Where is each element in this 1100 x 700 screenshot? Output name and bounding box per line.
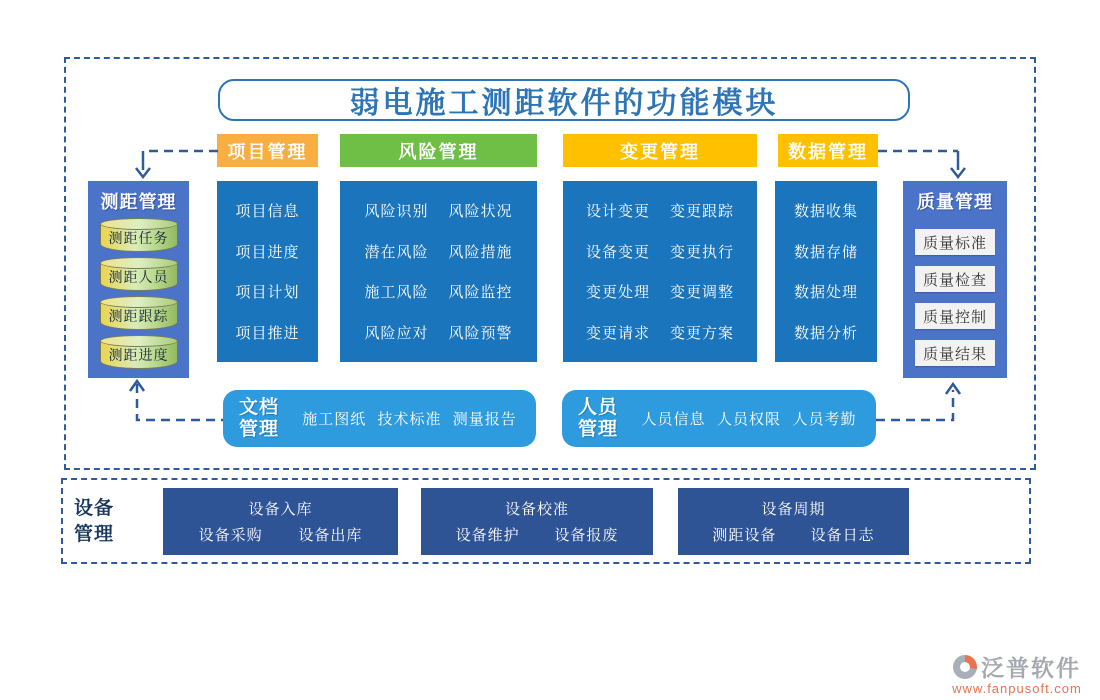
panel-quality-management [903,181,1007,378]
risk-row [340,200,537,221]
people-item: 人员信息 [641,411,706,428]
project-item: 项目进度 [235,243,300,261]
risk-item: 风险识别 [364,203,429,221]
brand-footer [942,650,1092,696]
equipment-item: 设备维护 [455,527,520,545]
people-item: 人员考勤 [792,411,857,428]
brand-row [942,650,1092,683]
change-row [563,241,757,262]
doc-item: 技术标准 [377,411,442,428]
change-row [563,281,757,302]
bar-document-management [223,390,536,447]
change-item: 变更处理 [585,284,650,302]
cylinder-label: 测距跟踪 [108,308,169,324]
risk-item: 风险状况 [448,203,513,221]
quality-item-result: 质量结果 [915,340,995,366]
risk-item: 风险应对 [364,324,429,342]
header-project-management [217,134,318,167]
people-bar-title [562,397,630,440]
change-item: 设备变更 [585,243,650,261]
panel-survey-title: 测距管理 [100,192,177,212]
equipment-section-label [74,496,114,547]
change-item: 变更方案 [670,324,735,342]
change-item: 变更执行 [670,243,735,261]
equipment-item: 设备报废 [554,527,619,545]
cylinder-label: 测距任务 [108,230,169,246]
cylinder-label: 测距人员 [108,269,169,285]
equipment-group-lifecycle [678,488,909,555]
risk-item: 风险监控 [448,284,513,302]
data-item: 数据收集 [793,203,858,221]
doc-item: 施工图纸 [302,411,367,428]
equipment-group-items [678,524,909,545]
doc-bar-title-line2: 管理 [239,418,280,440]
equipment-item: 设备出库 [298,527,363,545]
panel-quality-title: 质量管理 [917,192,993,212]
header-risk-management [340,134,537,167]
change-item: 变更跟踪 [670,203,735,221]
equipment-item: 设备采购 [198,527,263,545]
bar-people-management [562,390,876,447]
doc-item: 测量报告 [452,411,517,428]
header-change-management [563,134,757,167]
project-item: 项目推进 [235,324,300,342]
risk-item: 施工风险 [364,284,429,302]
quality-item-inspection: 质量检查 [915,266,995,292]
data-item: 数据分析 [793,324,858,342]
project-item: 项目计划 [235,284,300,302]
cylinder-label: 测距进度 [108,347,169,363]
header-change-label: 变更管理 [620,141,700,162]
equipment-group-inbound [163,488,398,555]
brand-url: www.fanpusoft.com [952,681,1082,696]
equipment-group-items [163,524,398,545]
risk-row [340,241,537,262]
equipment-group-title: 设备入库 [248,500,313,518]
change-item: 变更调整 [670,284,735,302]
diagram-title [218,79,910,121]
column-risk [340,181,537,362]
change-item: 变更请求 [585,324,650,342]
equipment-group-title: 设备校准 [504,500,569,518]
change-row [563,322,757,343]
column-project [217,181,318,362]
people-item: 人员权限 [717,411,782,428]
brand-name: 泛普软件 [981,655,1081,681]
equipment-item: 设备日志 [810,527,875,545]
equipment-group-calibration [421,488,653,555]
risk-item: 潜在风险 [364,243,429,261]
doc-bar-title [223,397,291,440]
project-item: 项目信息 [235,203,300,221]
change-item: 设计变更 [585,203,650,221]
header-data-management [778,134,878,167]
risk-item: 风险预警 [448,324,513,342]
quality-item-standard: 质量标准 [915,229,995,255]
people-bar-title-line1: 人员 [578,397,619,419]
risk-row [340,281,537,302]
equipment-group-items [421,524,653,545]
cylinder-survey-people [100,257,178,291]
column-change [563,181,757,362]
risk-item: 风险措施 [448,243,513,261]
cylinder-survey-task [100,218,178,252]
doc-bar-items [291,408,536,429]
diagram-title-text: 弱电施工测距软件的功能模块 [349,87,779,120]
panel-survey-management [88,181,189,378]
people-bar-title-line2: 管理 [578,418,619,440]
cylinder-survey-tracking [100,296,178,330]
equipment-label-line1: 设备 [74,498,115,519]
quality-item-control: 质量控制 [915,303,995,329]
column-data [775,181,877,362]
header-data-label: 数据管理 [788,141,868,162]
data-item: 数据存储 [793,243,858,261]
header-project-label: 项目管理 [227,141,308,162]
cylinder-survey-progress [100,335,178,369]
header-risk-label: 风险管理 [398,141,479,162]
people-bar-items [630,408,876,429]
equipment-item: 测距设备 [712,527,777,545]
change-row [563,200,757,221]
equipment-label-line2: 管理 [74,523,115,545]
data-item: 数据处理 [793,284,858,302]
risk-row [340,322,537,343]
equipment-group-title: 设备周期 [761,500,826,518]
doc-bar-title-line1: 文档 [239,397,280,419]
fanpu-logo-icon [953,655,977,679]
